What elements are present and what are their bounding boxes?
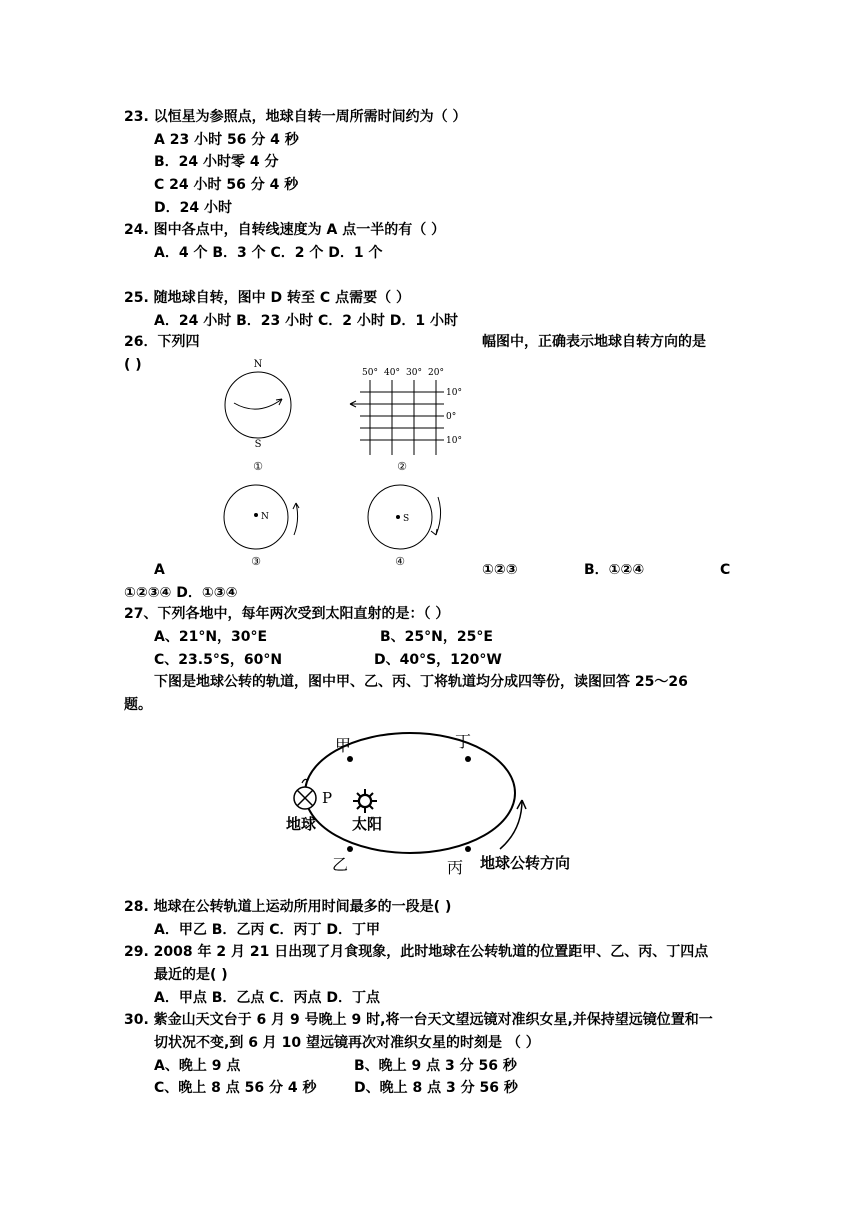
q26-stem-left: 26．下列四 (124, 334, 200, 350)
fig1-n-label: N (253, 359, 263, 370)
q25-options: A．24 小时 B．23 小时 C．2 小时 D．1 小时 (154, 313, 458, 329)
rotation-figures (210, 355, 490, 580)
q30-option-d: D、晚上 8 点 3 分 56 秒 (354, 1080, 518, 1096)
q26-option-a-value: ①②③ (482, 562, 518, 578)
q25-stem: 25. 随地球自转，图中 D 转至 C 点需要（ ） (124, 290, 410, 306)
q23-option-c: C 24 小时 56 分 4 秒 (154, 177, 299, 193)
orbit-intro-line2: 题。 (124, 697, 152, 713)
q27-option-b: B、25°N，25°E (380, 629, 493, 645)
q23-stem: 23. 以恒星为参照点，地球自转一周所需时间约为（ ） (124, 109, 467, 125)
q29-stem-line2: 最近的是( ) (154, 967, 228, 983)
q27-option-c: C、23.5°S，60°N (154, 652, 283, 668)
fig3-n-label: N (261, 512, 269, 522)
q23-option-a: A 23 小时 56 分 4 秒 (154, 132, 299, 148)
fig4-s-label: S (403, 514, 410, 524)
fig3-number: ③ (251, 555, 261, 568)
label-p: P (322, 789, 333, 807)
q28-stem: 28. 地球在公转轨道上运动所用时间最多的一段是( ) (124, 899, 452, 915)
label-earth: 地球 (286, 815, 317, 833)
q26-options-line2: ①②③④ D．①③④ (124, 585, 238, 601)
q29-options: A．甲点 B．乙点 C．丙点 D．丁点 (154, 990, 381, 1006)
label-bing: 丙 (446, 858, 464, 877)
fig2-lon-20: 20° (428, 368, 444, 378)
q24-stem: 24. 图中各点中，自转线速度为 A 点一半的有（ ） (124, 222, 446, 238)
fig1-s-label: S (254, 439, 262, 450)
q27-stem: 27、下列各地中，每年两次受到太阳直射的是：（ ） (124, 606, 450, 622)
fig3-arrow (294, 503, 298, 535)
q23-option-b: B．24 小时零 4 分 (154, 154, 279, 170)
orbit-intro-line1: 下图是地球公转的轨道，图中甲、乙、丙、丁将轨道均分成四等份，读图回答 25～26 (154, 674, 688, 690)
q26-option-a-label: A (154, 562, 165, 578)
label-revolution-direction: 地球公转方向 (480, 854, 571, 872)
point-bing (465, 846, 471, 852)
fig4-number: ④ (395, 555, 405, 568)
q27-option-d: D、40°S，120°W (374, 652, 502, 668)
fig2-lat-0: 0° (446, 412, 457, 422)
q30-option-c: C、晚上 8 点 56 分 4 秒 (154, 1080, 317, 1096)
orbit-diagram (260, 725, 600, 885)
fig2-grid (350, 380, 444, 455)
fig2-lon-30: 30° (406, 368, 422, 378)
point-yi (347, 846, 353, 852)
fig2-lat-10n: 10° (446, 388, 462, 398)
label-jia: 甲 (334, 736, 352, 755)
q30-option-b: B、晚上 9 点 3 分 56 秒 (354, 1058, 517, 1074)
fig2-lon-40: 40° (384, 368, 400, 378)
q26-option-b: B．①②④ (584, 562, 645, 578)
q30-stem-line2: 切状况不变,到 6 月 10 望远镜再次对准织女星的时刻是 （ ） (154, 1035, 540, 1051)
label-sun: 太阳 (352, 815, 383, 833)
fig2-lat-10s: 10° (446, 436, 462, 446)
fig2-number: ② (397, 460, 407, 473)
fig2-lon-50: 50° (362, 368, 378, 378)
point-jia (347, 756, 353, 762)
fig1-arrow (234, 399, 282, 409)
q26-option-c-label: C (720, 562, 731, 578)
point-ding (465, 756, 471, 762)
q30-stem-line1: 30. 紫金山天文台于 6 月 9 号晚上 9 时,将一台天文望远镜对准织女星,并保持望远镜位置和一 (124, 1012, 713, 1028)
label-ding: 丁 (454, 732, 472, 751)
label-yi: 乙 (331, 855, 349, 874)
q24-options: A．4 个 B．3 个 C．2 个 D．1 个 (154, 245, 383, 261)
q23-option-d: D．24 小时 (154, 200, 232, 216)
q27-option-a: A、21°N，30°E (154, 629, 268, 645)
q28-options: A．甲乙 B．乙丙 C．丙丁 D．丁甲 (154, 922, 381, 938)
q26-paren: ( ) (124, 357, 142, 373)
q26-stem-right: 幅图中，正确表示地球自转方向的是 (482, 334, 706, 350)
fig1-number: ① (253, 460, 263, 473)
q30-option-a: A、晚上 9 点 (154, 1058, 241, 1074)
q29-stem-line1: 29. 2008 年 2 月 21 日出现了月食现象，此时地球在公转轨道的位置距甲、乙、丙、丁四点 (124, 944, 709, 960)
fig1-globe (225, 372, 291, 438)
